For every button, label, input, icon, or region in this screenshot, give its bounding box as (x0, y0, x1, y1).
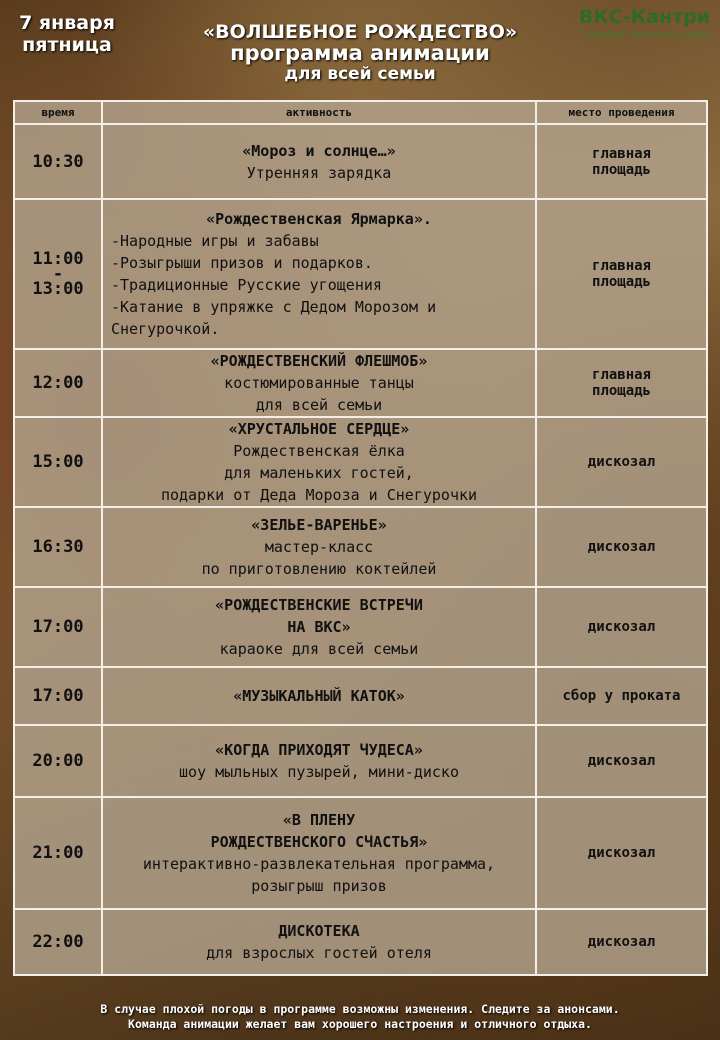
activity-line: подарки от Деда Мороза и Снегурочки (160, 486, 478, 504)
time-start: 12:00 (32, 373, 84, 393)
activity-title: «РОЖДЕСТВЕНСКИЕ ВСТРЕЧИ (215, 596, 423, 614)
place-cell (536, 507, 707, 587)
time-start: 17:00 (32, 617, 84, 637)
column-header-place: место проведения (536, 101, 707, 124)
time-cell (14, 909, 102, 975)
place-cell (536, 199, 707, 349)
activity-line: по приготовлению коктейлей (201, 560, 437, 578)
time-start: 15:00 (32, 452, 84, 472)
activity-title: «ЗЕЛЬЕ-ВАРЕНЬЕ» (251, 516, 387, 534)
activity-line: костюмированные танцы (224, 374, 414, 392)
title-line-3: для всей семьи (284, 64, 436, 84)
time-start: 16:30 (32, 537, 84, 557)
column-header-time: время (14, 101, 102, 124)
activity-cell (102, 124, 536, 199)
brand-name: ВКС-Кантри (578, 6, 710, 28)
table-header-row (14, 101, 707, 124)
activity-title: «ХРУСТАЛЬНОЕ СЕРДЦЕ» (228, 420, 410, 438)
time-cell (14, 124, 102, 199)
footer-line-2: Команда анимации желает вам хорошего настроения и отличного отдыха. (128, 1017, 592, 1031)
place-line: сбор у проката (562, 688, 681, 704)
activity-cell (102, 587, 536, 667)
activity-line: -Розыгрыши призов и подарков. (111, 254, 373, 272)
activity-line: для всей семьи (255, 396, 383, 414)
brand-logo (579, 6, 710, 41)
activity-line: розыгрыш призов (251, 877, 387, 895)
table-row (14, 417, 707, 507)
activity-cell (102, 797, 536, 909)
place-line: площадь (591, 383, 651, 399)
activity-line: -Традиционные Русские угощения (111, 276, 382, 294)
place-cell (536, 667, 707, 725)
title-line-2: программа анимации (230, 41, 490, 65)
activity-line: Утренняя зарядка (246, 163, 392, 182)
time-cell (14, 587, 102, 667)
table-row (14, 725, 707, 797)
time-end: 13:00 (32, 279, 84, 299)
place-line: дискозал (587, 934, 656, 950)
weekday-label: пятница (22, 34, 112, 56)
time-cell (14, 507, 102, 587)
time-separator: - (52, 264, 64, 284)
place-cell (536, 417, 707, 507)
place-line: главная (591, 367, 651, 383)
activity-line: шоу мыльных пузырей, мини-диско (179, 763, 459, 781)
time-cell (14, 349, 102, 417)
place-cell (536, 909, 707, 975)
time-start: 21:00 (32, 843, 84, 863)
activity-line: Снегурочкой. (111, 320, 220, 338)
title-line-1: «ВОЛШЕБНОЕ РОЖДЕСТВО» (202, 21, 518, 43)
activity-cell (102, 349, 536, 417)
time-cell (14, 199, 102, 349)
place-line: дискозал (587, 539, 656, 555)
schedule-table (13, 100, 708, 976)
time-start: 22:00 (32, 932, 84, 952)
activity-line: Рождественская ёлка (233, 442, 405, 460)
table-row (14, 587, 707, 667)
activity-title: «МУЗЫКАЛЬНЫЙ КАТОК» (233, 687, 405, 705)
place-line: главная (591, 258, 651, 274)
place-line: дискозал (587, 454, 656, 470)
place-line: дискозал (587, 619, 656, 635)
activity-cell (102, 507, 536, 587)
activity-title: ДИСКОТЕКА (278, 922, 360, 940)
table-row (14, 667, 707, 725)
table-row (14, 797, 707, 909)
activity-title: «В ПЛЕНУ (282, 811, 356, 829)
footer-line-1: В случае плохой погоды в программе возможны изменения. Следите за анонсами. (100, 1002, 620, 1016)
place-cell (536, 124, 707, 199)
table-row (14, 507, 707, 587)
date-block (8, 12, 126, 56)
activity-title: «Рождественская Ярмарка». (206, 210, 432, 228)
place-cell (536, 587, 707, 667)
table-row (14, 909, 707, 975)
activity-line: мастер-класс (264, 538, 374, 556)
place-line: дискозал (587, 845, 656, 861)
place-line: дискозал (587, 753, 656, 769)
activity-cell (102, 667, 536, 725)
activity-line: интерактивно-развлекательная программа, (142, 855, 496, 873)
activity-title: «РОЖДЕСТВЕНСКИЙ ФЛЕШМОБ» (210, 352, 428, 370)
place-line: площадь (591, 274, 651, 290)
place-cell (536, 349, 707, 417)
activity-title: «Мороз и солнце…» (242, 141, 396, 160)
brand-tagline: Отдых для всей семьи (587, 30, 710, 41)
place-cell (536, 797, 707, 909)
table-row (14, 349, 707, 417)
place-line: главная (591, 145, 651, 162)
activity-line: для взрослых гостей отеля (206, 944, 432, 962)
activity-line: для маленьких гостей, (224, 464, 414, 482)
footer-note (0, 1002, 720, 1032)
time-start: 10:30 (32, 151, 84, 172)
page-title (140, 22, 580, 84)
time-start: 11:00 (32, 249, 84, 269)
activity-title-cont: НА ВКС» (287, 618, 351, 636)
table-row (14, 124, 707, 199)
time-cell (14, 417, 102, 507)
activity-cell (102, 417, 536, 507)
table-row (14, 199, 707, 349)
activity-cell (102, 909, 536, 975)
activity-cell (102, 199, 536, 349)
page-header (0, 0, 720, 100)
activity-line: караоке для всей семьи (219, 640, 419, 658)
place-line: площадь (591, 161, 651, 178)
activity-line: -Катание в упряжке с Дедом Морозом и (111, 298, 437, 316)
time-start: 17:00 (32, 686, 84, 706)
place-cell (536, 725, 707, 797)
time-cell (14, 667, 102, 725)
time-start: 20:00 (32, 751, 84, 771)
activity-line: -Народные игры и забавы (111, 232, 319, 250)
time-cell (14, 725, 102, 797)
column-header-activity: активность (102, 101, 536, 124)
activity-cell (102, 725, 536, 797)
activity-title-cont: РОЖДЕСТВЕНСКОГО СЧАСТЬЯ» (210, 833, 428, 851)
activity-title: «КОГДА ПРИХОДЯТ ЧУДЕСА» (215, 741, 423, 759)
time-cell (14, 797, 102, 909)
date-label: 7 января (19, 12, 115, 34)
